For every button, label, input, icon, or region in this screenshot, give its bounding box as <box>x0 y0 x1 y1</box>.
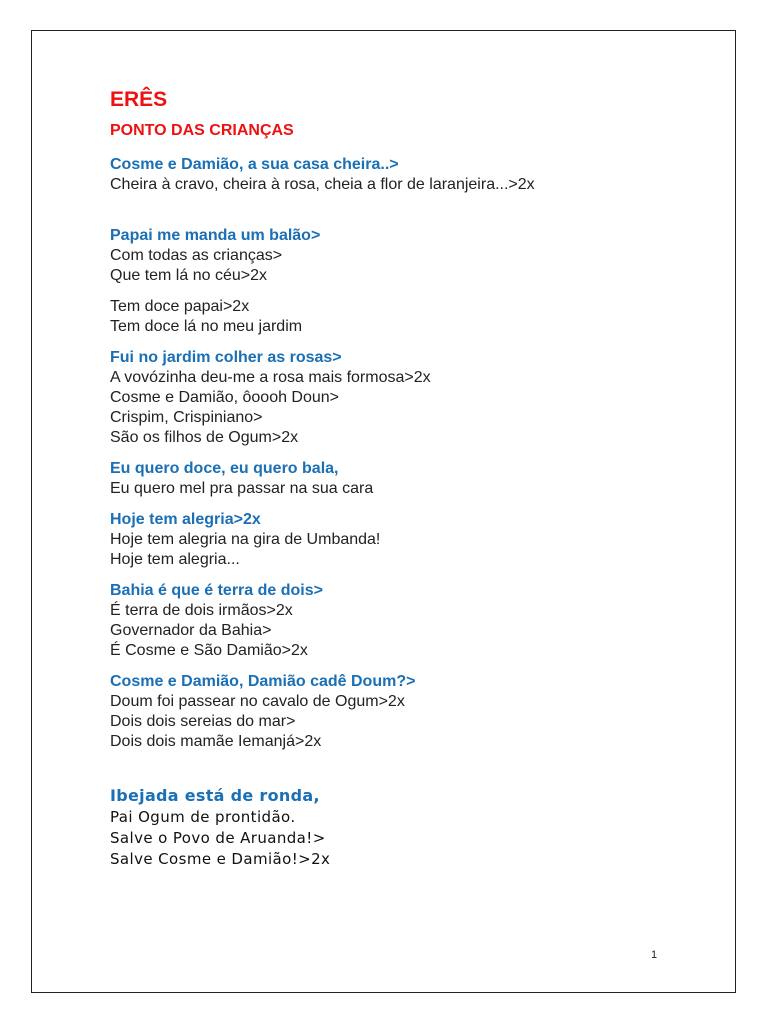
stanza-3 <box>110 297 710 337</box>
stanza-line: É terra de dois irmãos>2x <box>110 602 293 619</box>
stanza-line: Cosme e Damião, ôoooh Doun> <box>110 389 340 406</box>
stanza-5 <box>110 459 710 499</box>
stanza-heading: Papai me manda um balão> <box>110 227 321 244</box>
stanza-8 <box>110 672 710 752</box>
stanza-line: Crispim, Crispiniano> <box>110 409 263 426</box>
document-content <box>110 87 710 870</box>
stanza-line: Hoje tem alegria na gira de Umbanda! <box>110 531 381 548</box>
stanza-4 <box>110 348 710 448</box>
stanza-line: Salve o Povo de Aruanda!> <box>110 829 326 847</box>
stanza-heading: Ibejada está de ronda, <box>110 786 320 805</box>
stanza-line: Eu quero mel pra passar na sua cara <box>110 480 374 497</box>
document-title: ERÊS <box>110 88 168 111</box>
stanza-line: É Cosme e São Damião>2x <box>110 642 308 659</box>
stanza-line: Tem doce papai>2x <box>110 298 250 315</box>
stanza-9 <box>110 785 710 870</box>
stanza-line: Cheira à cravo, cheira à rosa, cheia a flor de laranjeira...>2x <box>110 176 535 193</box>
stanza-heading: Bahia é que é terra de dois> <box>110 582 323 599</box>
stanza-line: Hoje tem alegria... <box>110 551 240 568</box>
stanza-line: Tem doce lá no meu jardim <box>110 318 303 335</box>
stanza-line: Pai Ogum de prontidão. <box>110 808 296 826</box>
stanza-line: Com todas as crianças> <box>110 247 283 264</box>
stanza-2 <box>110 226 710 286</box>
stanza-1 <box>110 155 710 195</box>
stanza-line: Governador da Bahia> <box>110 622 272 639</box>
stanza-heading: Cosme e Damião, Damião cadê Doum?> <box>110 673 416 690</box>
stanza-line: Dois dois sereias do mar> <box>110 713 296 730</box>
stanza-line: Salve Cosme e Damião!>2x <box>110 850 331 868</box>
stanza-line: Dois dois mamãe Iemanjá>2x <box>110 733 322 750</box>
stanza-heading: Cosme e Damião, a sua casa cheira..> <box>110 156 399 173</box>
page-number: 1 <box>651 949 658 961</box>
stanza-line: São os filhos de Ogum>2x <box>110 429 299 446</box>
stanza-heading: Eu quero doce, eu quero bala, <box>110 460 339 477</box>
stanza-7 <box>110 581 710 661</box>
stanza-heading: Hoje tem alegria>2x <box>110 511 261 528</box>
stanza-line: Que tem lá no céu>2x <box>110 267 267 284</box>
stanza-6 <box>110 510 710 570</box>
stanza-line: Doum foi passear no cavalo de Ogum>2x <box>110 693 405 710</box>
document-subtitle: PONTO DAS CRIANÇAS <box>110 122 294 139</box>
stanza-line: A vovózinha deu-me a rosa mais formosa>2x <box>110 369 431 386</box>
stanza-heading: Fui no jardim colher as rosas> <box>110 349 342 366</box>
document-page <box>31 30 736 993</box>
